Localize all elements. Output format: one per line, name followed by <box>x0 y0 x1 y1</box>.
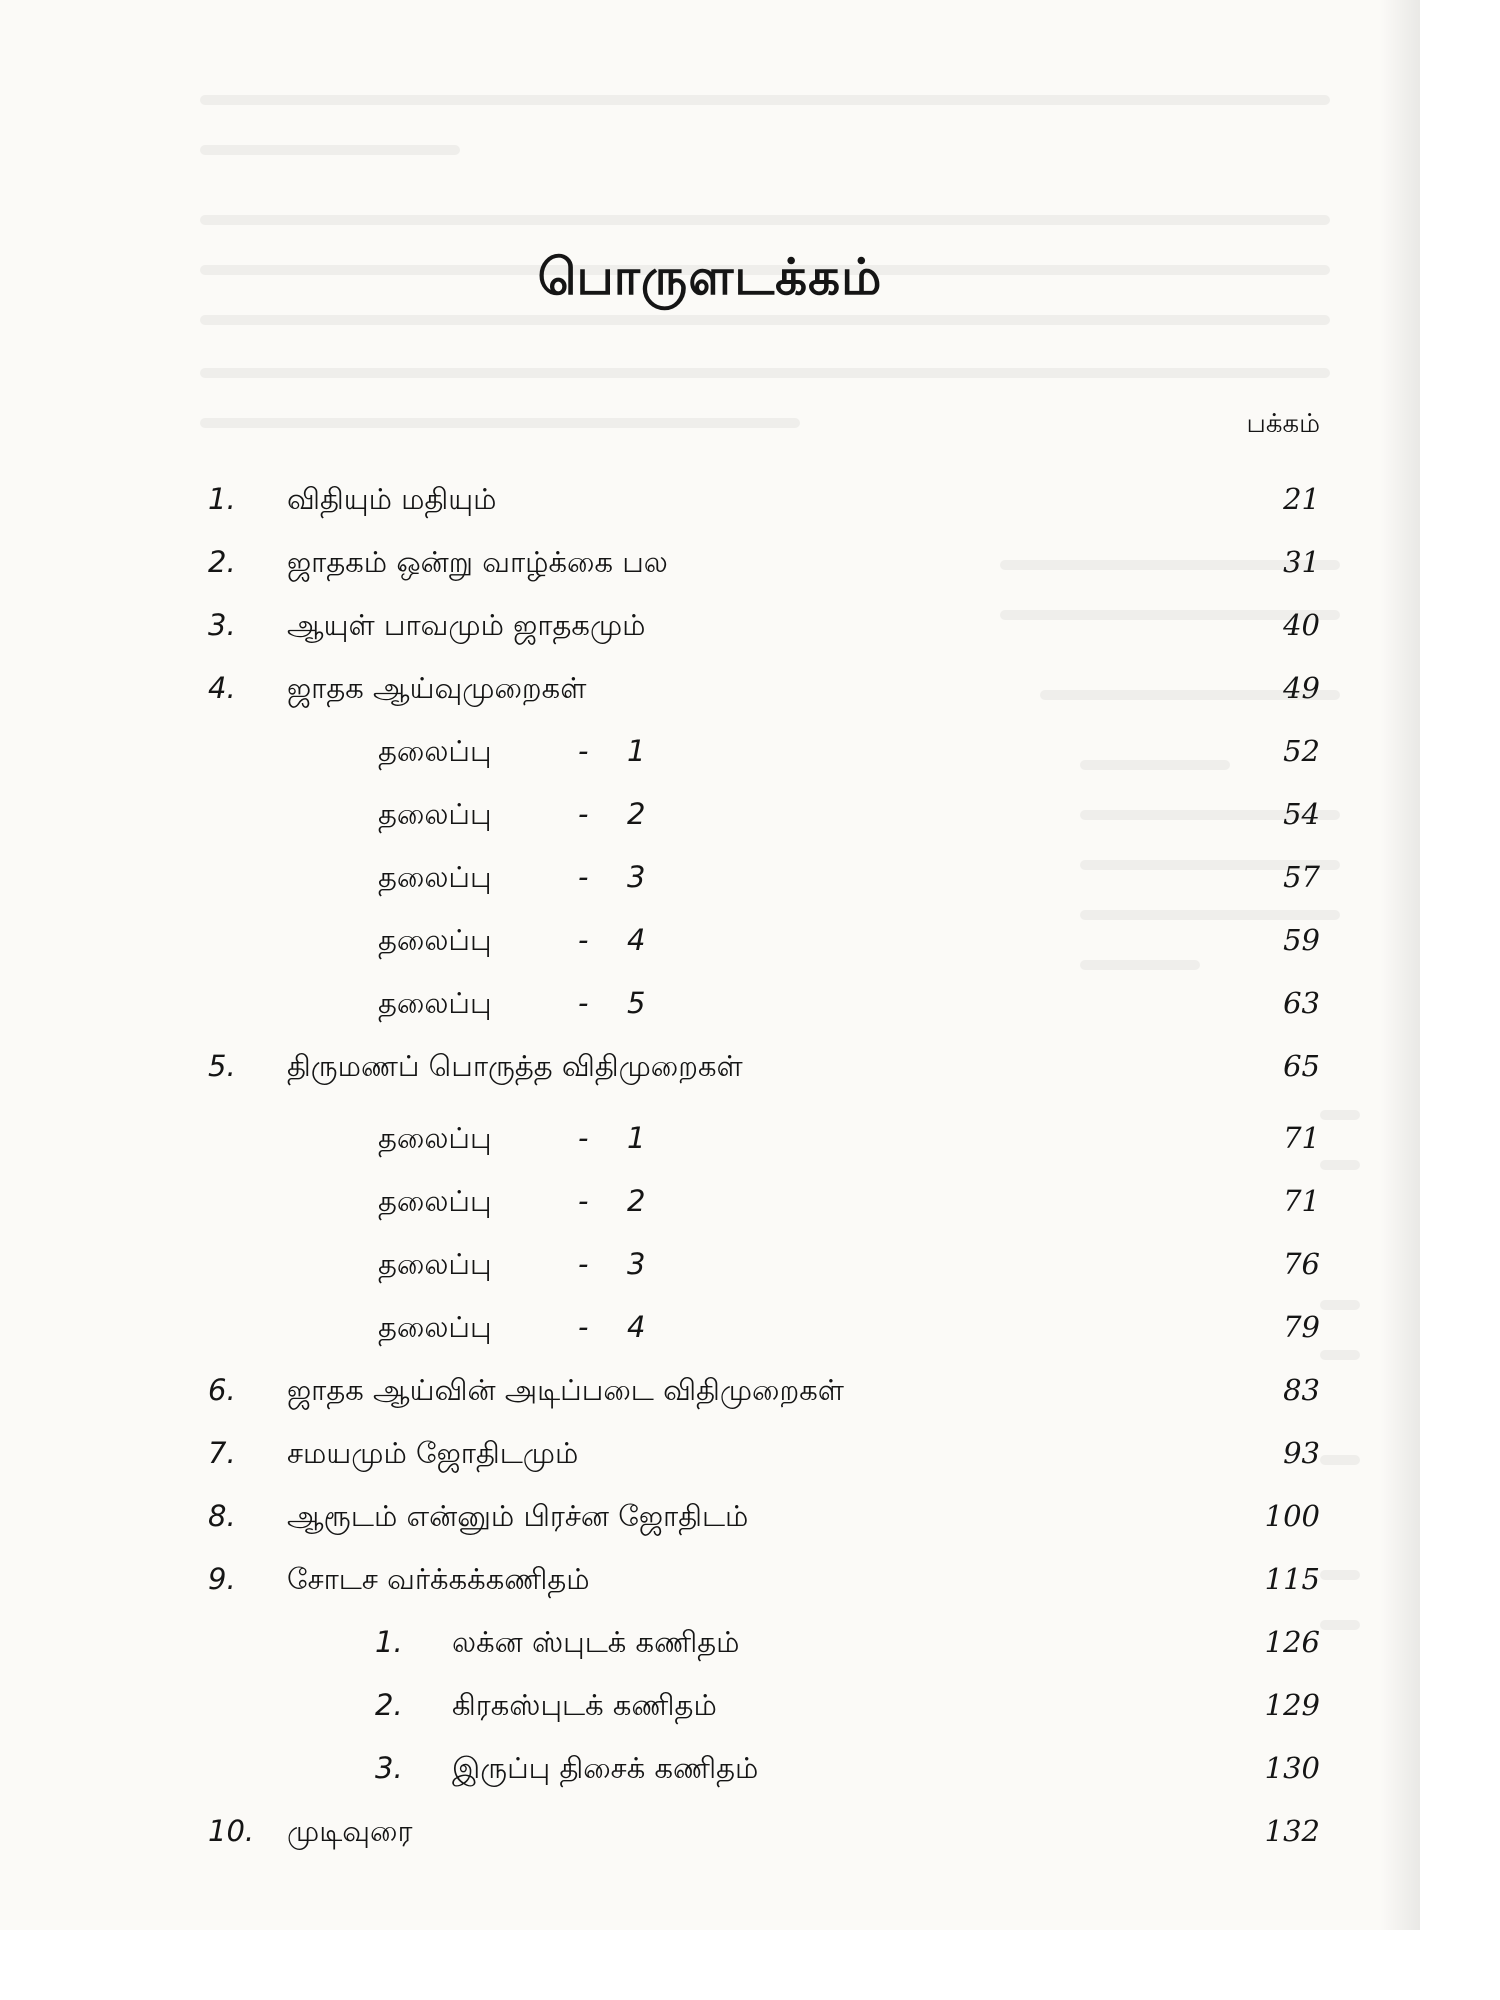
toc-subentry <box>0 857 1420 897</box>
toc-entry-page: 40 <box>1283 608 1320 642</box>
toc-entry <box>0 1370 1420 1410</box>
toc-subentry-label: தலைப்பு <box>378 1121 492 1155</box>
toc-subentry-label: தலைப்பு <box>378 1247 492 1281</box>
toc-subentry-page: 79 <box>1283 1310 1320 1344</box>
toc-entry-number: 5. <box>208 1049 236 1083</box>
toc-entry-label: ஆயுள் பாவமும் ஜாதகமும் <box>287 608 646 642</box>
toc-entry <box>0 542 1420 582</box>
toc-subentry-page: 59 <box>1283 923 1320 957</box>
toc-subentry <box>0 794 1420 834</box>
toc-subentry-number: 1 <box>627 1121 646 1155</box>
toc-entry <box>0 605 1420 645</box>
toc-entry-label: சமயமும் ஜோதிடமும் <box>287 1436 579 1470</box>
toc-subentry-page: 71 <box>1283 1184 1320 1218</box>
bleed-through-line <box>200 95 1330 105</box>
toc-subentry-label: தலைப்பு <box>378 1184 492 1218</box>
toc-subentry-label: தலைப்பு <box>378 986 492 1020</box>
toc-entry-page: 49 <box>1283 671 1320 705</box>
bleed-through-line <box>1080 910 1340 920</box>
toc-entry <box>0 1811 1420 1851</box>
toc-subentry <box>0 1181 1420 1221</box>
toc-subentry-number: 2. <box>375 1688 403 1722</box>
toc-entry-number: 8. <box>208 1499 236 1533</box>
bleed-through-line <box>200 368 1330 378</box>
toc-subentry-page: 126 <box>1264 1625 1320 1659</box>
toc-subentry <box>0 1622 1420 1662</box>
toc-entry-label: ஜாதகம் ஒன்று வாழ்க்கை பல <box>287 545 668 579</box>
toc-entry <box>0 1496 1420 1536</box>
bleed-through-line <box>200 315 1330 325</box>
toc-subentry-number: 3. <box>375 1751 403 1785</box>
toc-subentry-page: 52 <box>1283 734 1320 768</box>
toc-entry-label: ஆரூடம் என்னும் பிரச்ன ஜோதிடம் <box>287 1499 749 1533</box>
toc-subentry-page: 54 <box>1283 797 1320 831</box>
toc-entry-label: திருமணப் பொருத்த விதிமுறைகள் <box>287 1049 743 1083</box>
toc-entry-number: 2. <box>208 545 236 579</box>
toc-subentry-label: தலைப்பு <box>378 1310 492 1344</box>
bleed-through-line <box>200 145 460 155</box>
toc-subentry-number: 4 <box>627 923 646 957</box>
toc-entry-page: 132 <box>1264 1814 1320 1848</box>
toc-entry <box>0 1046 1420 1086</box>
toc-subentry-number: 5 <box>627 986 646 1020</box>
toc-subentry-label: இருப்பு திசைக் கணிதம் <box>452 1751 759 1785</box>
toc-subentry <box>0 1118 1420 1158</box>
toc-subentry-page: 76 <box>1283 1247 1320 1281</box>
bleed-through-line <box>1320 1350 1360 1360</box>
toc-subentry-dash: - <box>578 923 589 957</box>
toc-subentry-number: 1 <box>627 734 646 768</box>
toc-subentry-number: 3 <box>627 1247 646 1281</box>
toc-entry <box>0 1559 1420 1599</box>
toc-entry-page: 65 <box>1283 1049 1320 1083</box>
toc-entry-label: சோடச வர்க்கக்கணிதம் <box>287 1562 590 1596</box>
toc-entry-page: 21 <box>1283 482 1320 516</box>
toc-subentry-label: தலைப்பு <box>378 734 492 768</box>
toc-subentry-number: 3 <box>627 860 646 894</box>
toc-subentry <box>0 1748 1420 1788</box>
toc-entry-number: 10. <box>208 1814 255 1848</box>
toc-entry <box>0 479 1420 519</box>
toc-subentry-dash: - <box>578 734 589 768</box>
bleed-through-line <box>200 215 1330 225</box>
toc-entry-number: 7. <box>208 1436 236 1470</box>
toc-subentry-page: 63 <box>1283 986 1320 1020</box>
toc-subentry-dash: - <box>578 797 589 831</box>
toc-subentry <box>0 1685 1420 1725</box>
page-title: பொருளடக்கம் <box>537 248 883 306</box>
toc-entry-page: 100 <box>1264 1499 1320 1533</box>
toc-subentry <box>0 1244 1420 1284</box>
bleed-through-line <box>1320 1160 1360 1170</box>
toc-entry-page: 31 <box>1283 545 1320 579</box>
toc-entry <box>0 668 1420 708</box>
toc-subentry <box>0 920 1420 960</box>
toc-entry-page: 83 <box>1283 1373 1320 1407</box>
toc-subentry-number: 2 <box>627 1184 646 1218</box>
toc-subentry-dash: - <box>578 1184 589 1218</box>
bleed-through-line <box>200 418 800 428</box>
toc-subentry-page: 71 <box>1283 1121 1320 1155</box>
toc-entry-label: விதியும் மதியும் <box>287 482 497 516</box>
toc-subentry-dash: - <box>578 1310 589 1344</box>
toc-entry-page: 93 <box>1283 1436 1320 1470</box>
toc-subentry-label: தலைப்பு <box>378 923 492 957</box>
toc-subentry-label: கிரகஸ்புடக் கணிதம் <box>452 1688 717 1722</box>
page-column-label: பக்கம் <box>1246 409 1320 439</box>
toc-subentry <box>0 983 1420 1023</box>
toc-subentry-dash: - <box>578 986 589 1020</box>
toc-subentry-page: 129 <box>1264 1688 1320 1722</box>
toc-subentry-number: 2 <box>627 797 646 831</box>
toc-entry-label: முடிவுரை <box>287 1814 413 1848</box>
toc-entry-number: 6. <box>208 1373 236 1407</box>
bleed-through-line <box>1080 960 1200 970</box>
toc-subentry-page: 130 <box>1264 1751 1320 1785</box>
toc-subentry-number: 1. <box>375 1625 403 1659</box>
toc-subentry-label: தலைப்பு <box>378 860 492 894</box>
toc-subentry-number: 4 <box>627 1310 646 1344</box>
toc-entry <box>0 1433 1420 1473</box>
toc-entry-label: ஜாதக ஆய்வின் அடிப்படை விதிமுறைகள் <box>287 1373 844 1407</box>
toc-entry-label: ஜாதக ஆய்வுமுறைகள் <box>287 671 587 705</box>
toc-subentry <box>0 731 1420 771</box>
toc-subentry-page: 57 <box>1283 860 1320 894</box>
toc-entry-page: 115 <box>1264 1562 1320 1596</box>
toc-subentry-dash: - <box>578 1247 589 1281</box>
toc-subentry-dash: - <box>578 1121 589 1155</box>
toc-subentry <box>0 1307 1420 1347</box>
toc-entry-number: 1. <box>208 482 236 516</box>
toc-entry-number: 3. <box>208 608 236 642</box>
toc-subentry-label: தலைப்பு <box>378 797 492 831</box>
toc-subentry-dash: - <box>578 860 589 894</box>
toc-entry-number: 4. <box>208 671 236 705</box>
toc-entry-number: 9. <box>208 1562 236 1596</box>
toc-subentry-label: லக்ன ஸ்புடக் கணிதம் <box>452 1625 740 1659</box>
